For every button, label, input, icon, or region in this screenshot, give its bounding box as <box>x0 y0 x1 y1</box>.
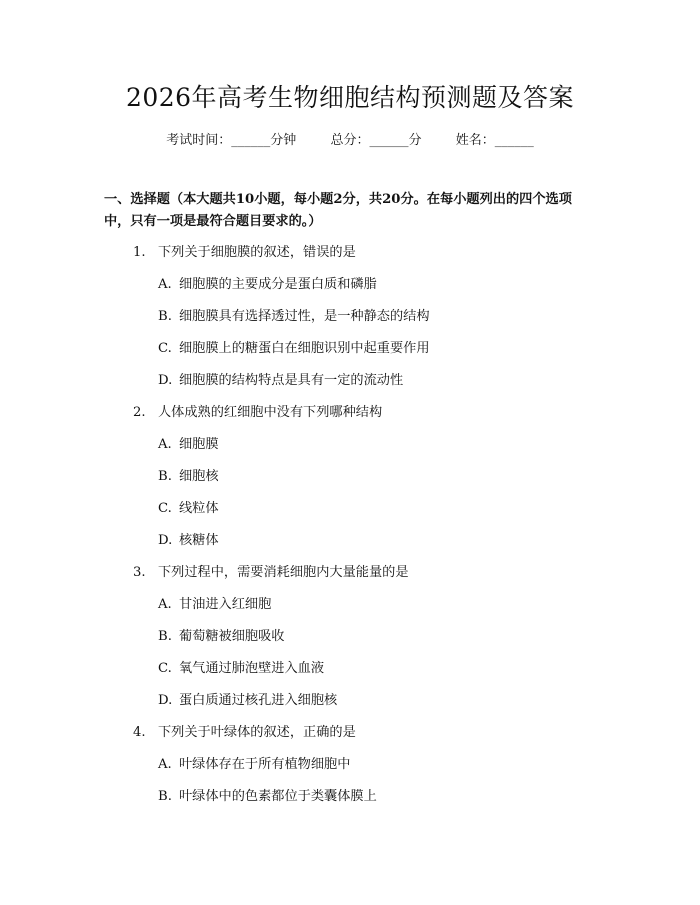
option-letter: B. <box>158 789 172 804</box>
option-text: 细胞核 <box>179 469 219 484</box>
question-3-option-a <box>158 595 271 615</box>
option-letter: A. <box>158 757 172 772</box>
question-number: 1. <box>133 245 146 260</box>
total-score-field: 总分：______分 <box>330 133 422 148</box>
option-letter: C. <box>158 341 172 356</box>
option-text: 细胞膜 <box>179 437 219 452</box>
question-2 <box>133 403 382 423</box>
option-text: 细胞膜的主要成分是蛋白质和磷脂 <box>179 277 377 292</box>
question-stem: 下列关于细胞膜的叙述，错误的是 <box>158 245 356 260</box>
question-1-option-a <box>158 275 377 295</box>
option-text: 葡萄糖被细胞吸收 <box>179 629 285 644</box>
option-text: 蛋白质通过核孔进入细胞核 <box>179 693 338 708</box>
question-2-option-b <box>158 467 219 487</box>
question-number: 4. <box>133 725 146 740</box>
question-stem: 下列过程中，需要消耗细胞内大量能量的是 <box>158 565 409 580</box>
question-2-option-c <box>158 499 219 519</box>
page-title: 2026年高考生物细胞结构预测题及答案 <box>125 83 575 112</box>
option-text: 叶绿体中的色素都位于类囊体膜上 <box>179 789 377 804</box>
question-4-option-b <box>158 787 377 807</box>
option-letter: B. <box>158 469 172 484</box>
option-text: 核糖体 <box>179 533 219 548</box>
option-letter: D. <box>158 373 173 388</box>
question-3-option-c <box>158 659 324 679</box>
section-heading: 一、选择题（本大题共10小题，每小题2分，共20分。在每小题列出的四个选项中，只有一项是最符合题目要求的。） <box>104 192 572 229</box>
question-1-option-d <box>158 371 403 391</box>
exam-meta <box>0 131 700 151</box>
option-text: 细胞膜的结构特点是具有一定的流动性 <box>179 373 404 388</box>
option-text: 线粒体 <box>179 501 219 516</box>
question-1-option-c <box>158 339 430 359</box>
question-number: 3. <box>133 565 146 580</box>
question-1 <box>133 243 356 263</box>
option-letter: A. <box>158 597 172 612</box>
option-letter: B. <box>158 309 172 324</box>
question-4 <box>133 723 356 743</box>
option-letter: D. <box>158 533 173 548</box>
option-letter: C. <box>158 661 172 676</box>
option-letter: C. <box>158 501 172 516</box>
question-4-option-a <box>158 755 350 775</box>
question-3 <box>133 563 409 583</box>
exam-time-field: 考试时间：______分钟 <box>166 133 297 148</box>
option-letter: A. <box>158 277 172 292</box>
option-text: 氧气通过肺泡壁进入血液 <box>179 661 325 676</box>
question-3-option-d <box>158 691 337 711</box>
question-3-option-b <box>158 627 285 647</box>
option-text: 叶绿体存在于所有植物细胞中 <box>179 757 351 772</box>
question-stem: 下列关于叶绿体的叙述，正确的是 <box>158 725 356 740</box>
question-2-option-d <box>158 531 219 551</box>
option-text: 甘油进入红细胞 <box>179 597 272 612</box>
question-number: 2. <box>133 405 146 420</box>
question-stem: 人体成熟的红细胞中没有下列哪种结构 <box>158 405 383 420</box>
option-text: 细胞膜上的糖蛋白在细胞识别中起重要作用 <box>179 341 430 356</box>
question-1-option-b <box>158 307 430 327</box>
student-name-field: 姓名：______ <box>455 133 534 148</box>
option-letter: A. <box>158 437 172 452</box>
option-text: 细胞膜具有选择透过性，是一种静态的结构 <box>179 309 430 324</box>
option-letter: B. <box>158 629 172 644</box>
option-letter: D. <box>158 693 173 708</box>
question-2-option-a <box>158 435 219 455</box>
